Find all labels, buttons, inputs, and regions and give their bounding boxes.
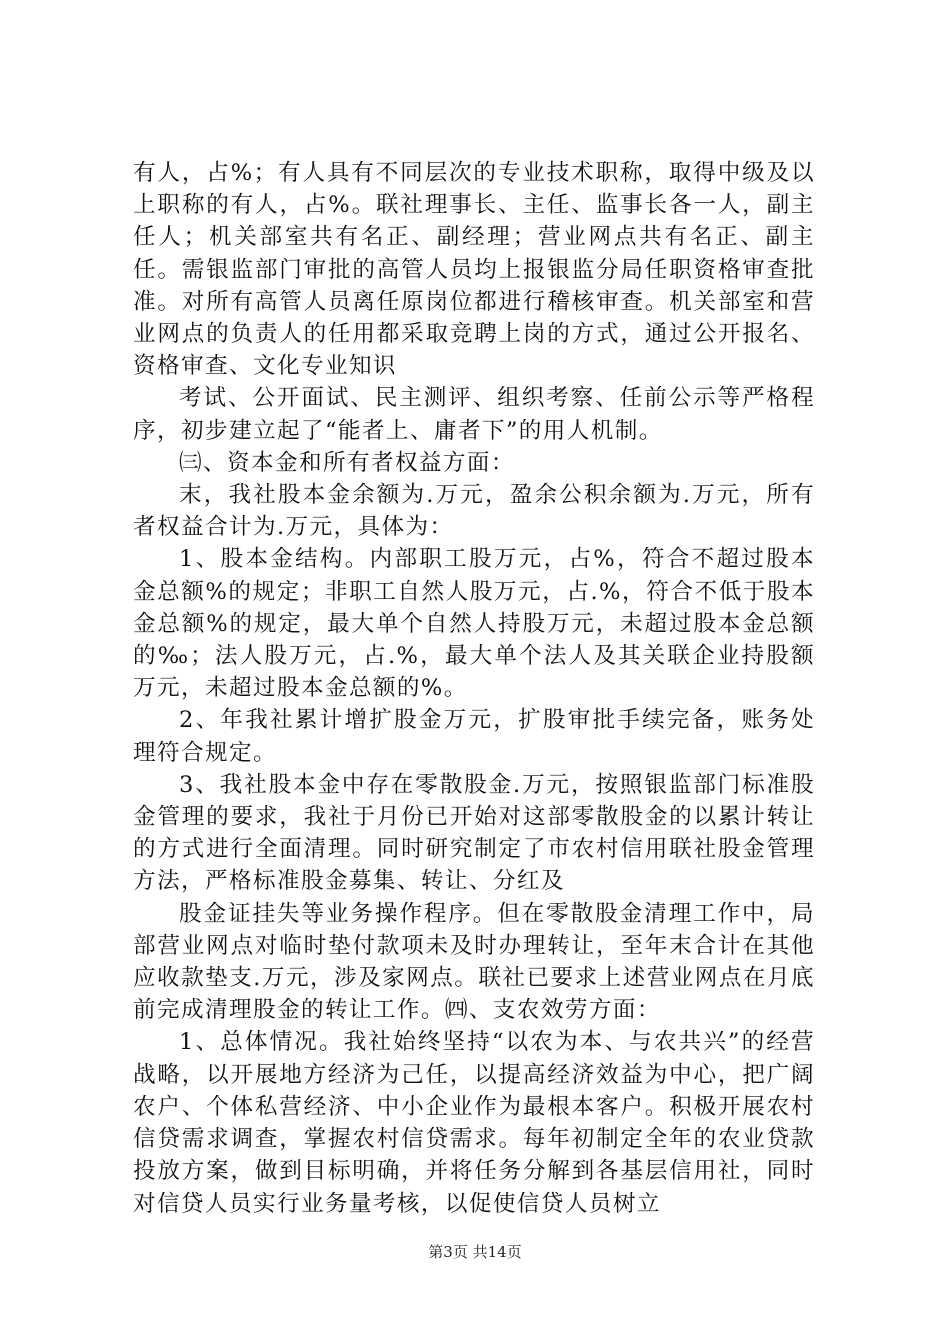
list-item: 2、年我社累计增扩股金万元，扩股审批手续完备，账务处理符合规定。 [133,707,815,766]
document-body [133,157,815,1220]
list-item: 1、股本金结构。内部职工股万元，占%，符合不超过股本金总额%的规定；非职工自然人股万元，占.%，符合不低于股本金总额%的规定，最大单个自然人持股万元，未超过股本金总额的‰；法人股万元，占.%，最大单个法人及其关联企业持股额万元，未超过股本金总额的%。 [133,546,815,702]
paragraph: 考试、公开面试、民主测评、组织考察、任前公示等严格程序，初步建立起了“能者上、庸者下”的用人机制。 [133,385,815,444]
page-footer [0,1242,950,1262]
page-number: 第3页 共14页 [428,1243,522,1261]
paragraph: 股金证挂失等业务操作程序。但在零散股金清理工作中，局部营业网点对临时垫付款项未及时办理转让，至年末合计在其他应收款垫支.万元，涉及家网点。联社已要求上述营业网点在月底前完成清理股金的转让工作。㈣、支农效劳方面： [133,900,815,1024]
section-heading: ㈢、资本金和所有者权益方面： [179,449,515,476]
list-item: 3、我社股本金中存在零散股金.万元，按照银监部门标准股金管理的要求，我社于月份已开始对这部零散股金的以累计转让的方式进行全面清理。同时研究制定了市农村信用联社股金管理方法，严格标准股金募集、转让、分红及 [133,771,815,895]
list-item: 1、总体情况。我社始终坚持“以农为本、与农共兴”的经营战略，以开展地方经济为己任，以提高经济效益为中心，把广阔农户、个体私营经济、中小企业作为最根本客户。积极开展农村信贷需求调查，掌握农村信贷需求。每年初制定全年的农业贷款投放方案，做到目标明确，并将任务分解到各基层信用社，同时对信贷人员实行业务量考核，以促使信贷人员树立 [133,1029,815,1217]
paragraph: 有人，占%；有人具有不同层次的专业技术职称，取得中级及以上职称的有人，占%。联社理事长、主任、监事长各一人，副主任人；机关部室共有名正、副经理；营业网点共有名正、副主任。需银监部门审批的高管人员均上报银监分局任职资格审查批准。对所有高管人员离任原岗位都进行稽核审查。机关部室和营业网点的负责人的任用都采取竞聘上岗的方式，通过公开报名、资格审查、文化专业知识 [133,160,815,380]
paragraph: 末，我社股本金余额为.万元，盈余公积余额为.万元，所有者权益合计为.万元，具体为： [133,482,815,541]
